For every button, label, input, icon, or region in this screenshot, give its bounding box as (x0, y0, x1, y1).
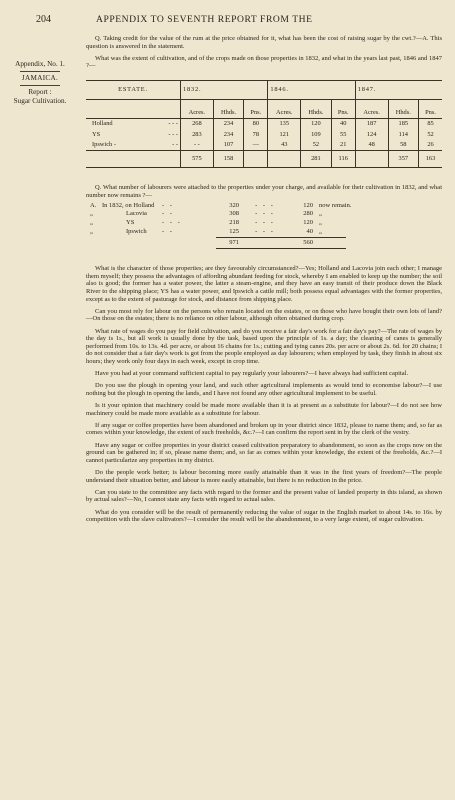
qa-paragraph: What is the character of those properties; are they favourably circumstanced?—Yes; Holland and Lacovia join each other; I manage them myself; they possess the advantages of affording abundant feeding for stock, whereby I am enabled to keep up the number; the soil also is good; the former has a water power, the latter a steam-engine, and they have an easy transit of their produce down the Black River to the shipping place; YS has a water power, and Ipswich a cattle mill; both possess equal advantages with the former properties, except as to the extent of pasturage for stock, and distance from shipping place. (86, 265, 442, 303)
leader-dashes: - - - (255, 210, 275, 218)
list-prefix: „ (90, 227, 93, 235)
col-acres: Acres. (355, 99, 388, 118)
col-pns: Pns. (244, 99, 268, 118)
value-cell: 234 (213, 118, 244, 129)
total-1832: 971 (229, 239, 239, 247)
paragraph: Q. What number of labourers were attached to the properties under your charge, and available for their cultivation in 1832, and what number now remains ?— (86, 184, 442, 199)
list-item (86, 210, 442, 219)
margin-subject: Sugar Cultivation. (13, 97, 67, 105)
estate-table (86, 80, 442, 168)
running-header (36, 14, 441, 28)
list-prefix: „ (90, 218, 93, 226)
list-tail: „ (319, 218, 322, 226)
leader-dashes: - - - (168, 130, 178, 138)
margin-jamaica: JAMAICA. (21, 74, 59, 82)
list-label: YS (126, 218, 135, 226)
count-now: 40 (306, 227, 313, 235)
value-cell: 85 (419, 118, 442, 129)
list-tail: now remain. (319, 201, 352, 209)
value-cell: 185 (388, 118, 419, 129)
qa-paragraph: What do you consider will be the result of permanently reducing the value of sugar in the English market to about 14s. to 16s. by competition with the slave cultivators?—I consider the result will be the abandonment, to a very large extent, of sugar cultivation. (86, 508, 442, 524)
value-cell: 268 (181, 118, 214, 129)
running-title: APPENDIX TO SEVENTH REPORT FROM THE (96, 14, 313, 25)
value-cell: 40 (331, 118, 355, 129)
margin-report: Report : (28, 88, 52, 96)
table-subheader-row (86, 99, 442, 118)
estate-name: Ipswich - (92, 141, 116, 149)
total-cell: 116 (331, 151, 355, 168)
leader-dashes: - - (162, 201, 174, 209)
value-cell: 120 (301, 118, 332, 129)
value-cell: 124 (355, 129, 388, 140)
qa-paragraph: Have any sugar or coffee properties in your district ceased cultivation preparatory to abandonment, so soon as the crops now on the ground can be gathered in; if so, please name them; and, so far as comes within your knowledge, the extent of the freeholds, &c.?—I cannot particularize any properties in my district. (86, 441, 442, 464)
table-header-row (86, 80, 442, 99)
total-cell: 575 (181, 151, 214, 168)
total-cell: 163 (419, 151, 442, 168)
value-cell: 234 (213, 129, 244, 140)
paragraph: Q. Taking credit for the value of the rum at the price obtained for it, what has been the cost of raising sugar by the cwt.?—A. This question is answered in the statement. (86, 35, 442, 50)
value-cell: 52 (419, 129, 442, 140)
qa-paragraph: Can you most rely for labour on the persons who remain located on the estates, or on those who have bought their own lots of land?—On those on the estates; there is no reliance on other labour, although often obtained during crop. (86, 307, 442, 323)
estate-name-cell (86, 118, 181, 129)
header-1847: 1847. (355, 80, 442, 99)
qa-paragraph: If any sugar or coffee properties have been abandoned and broken up in your district since 1832, please to name them; and, so far as comes within your knowledge, the extent of such freeholds, &c.?—I can confirm the report sent in by the clerk of the vestry. (86, 421, 442, 437)
empty-cell (244, 151, 268, 168)
leader-dashes: - - - (255, 201, 275, 209)
estate-name: YS (92, 130, 101, 138)
header-1832: 1832. (181, 80, 268, 99)
value-cell: 80 (244, 118, 268, 129)
count-1832: 125 (229, 227, 239, 235)
margin-rule (20, 71, 60, 72)
value-cell: 107 (213, 140, 244, 151)
value-cell: 52 (301, 140, 332, 151)
count-1832: 320 (229, 201, 239, 209)
value-cell: 109 (301, 129, 332, 140)
leader-dashes: - - - (168, 120, 178, 128)
list-tail: „ (319, 227, 322, 235)
value-cell: 26 (419, 140, 442, 151)
value-cell: 21 (331, 140, 355, 151)
table-row (86, 129, 442, 140)
leader-dashes: - - (162, 227, 174, 235)
value-cell: 187 (355, 118, 388, 129)
total-cell: 357 (388, 151, 419, 168)
col-hhds: Hhds. (388, 99, 419, 118)
sum-rule (216, 248, 346, 249)
header-estate: ESTATE. (86, 80, 181, 99)
list-prefix: „ (90, 210, 93, 218)
list-label: Ipswich (126, 227, 147, 235)
count-now: 280 (303, 210, 313, 218)
leader-dashes: - - - (255, 227, 275, 235)
value-cell: 283 (181, 129, 214, 140)
value-cell: 78 (244, 129, 268, 140)
list-item (86, 201, 442, 210)
total-cell: 281 (301, 151, 332, 168)
total-cell: 158 (213, 151, 244, 168)
value-cell: 135 (268, 118, 301, 129)
leader-dashes: - - (172, 141, 178, 149)
count-now: 120 (303, 218, 313, 226)
qa-paragraph: Do you use the plough in opening your land, and such other agricultural implements as would tend to economise labour?—I use nothing but the plough in opening the lands, and I have not found any other agricultural implement to be useful. (86, 382, 442, 397)
col-acres: Acres. (181, 99, 214, 118)
qa-paragraph: Is it your opinion that machinery could be made more available than it is at present as a substitute for labour?—I do not see how machinery could be made more available as a substitute for labour. (86, 402, 442, 417)
leader-dashes: - - - (162, 218, 182, 226)
value-cell: — (244, 140, 268, 151)
table-row (86, 118, 442, 129)
col-acres: Acres. (268, 99, 301, 118)
value-cell: 48 (355, 140, 388, 151)
table-totals-row (86, 151, 442, 168)
col-pns: Pns. (331, 99, 355, 118)
leader-dashes: - - (162, 210, 174, 218)
value-cell: 114 (388, 129, 419, 140)
value-cell: - - (181, 140, 214, 151)
leader-dashes: - - - (255, 218, 275, 226)
empty-cell (86, 99, 181, 118)
labourers-list (86, 201, 442, 249)
col-hhds: Hhds. (301, 99, 332, 118)
estate-name-cell (86, 140, 181, 151)
margin-note (6, 60, 74, 106)
empty-cell (355, 151, 388, 168)
list-tail: „ (319, 210, 322, 218)
value-cell: 43 (268, 140, 301, 151)
estate-name-cell (86, 129, 181, 140)
count-now: 120 (303, 201, 313, 209)
estate-name: Holland (92, 120, 113, 128)
table-row (86, 140, 442, 151)
qa-paragraph: Do the people work better; is labour becoming more easily attainable than it was in the first years of freedom?—The people understand their situation better, and labour is more easily attainable, but there is no reduction in the price. (86, 469, 442, 484)
sum-rule (216, 237, 346, 238)
paragraph: What was the extent of cultivation, and of the crops made on those properties in 1832, and what in the years last past, 1846 and 1847 ?— (86, 54, 442, 70)
count-1832: 308 (229, 210, 239, 218)
margin-appendix: Appendix, No. 1. (15, 60, 65, 68)
list-item (86, 227, 442, 236)
list-prefix: A. (90, 201, 97, 209)
qa-paragraph: Can you state to the committee any facts with regard to the former and the present value of landed property in this island, as shown by actual sales?—No, I cannot state any facts with regard to actual sales. (86, 488, 442, 504)
empty-cell (268, 151, 301, 168)
total-now: 560 (303, 239, 313, 247)
value-cell: 121 (268, 129, 301, 140)
list-label: Lacovia (126, 210, 147, 218)
col-hhds: Hhds. (213, 99, 244, 118)
col-pns: Pns. (419, 99, 442, 118)
header-1846: 1846. (268, 80, 355, 99)
value-cell: 58 (388, 140, 419, 151)
empty-cell (86, 151, 181, 168)
list-label: In 1832, on Holland (102, 201, 155, 209)
list-item (86, 218, 442, 227)
qa-paragraph: Have you had at your command sufficient capital to pay regularly your labourers?—I have always had sufficient capital. (95, 370, 409, 378)
margin-rule (20, 85, 60, 86)
labourers-total (86, 239, 442, 248)
page-number: 204 (36, 14, 51, 25)
qa-paragraph: What rate of wages do you pay for field cultivation, and do you receive a fair day's work for a fair day's pay?—The rate of wages by the day is 1s., but all work is usually done by the task, based upon the principle of 1s. a day; the cleaning of canes is generally performed from 10s. to 13s. 4d. per acre, or about 16 chains for 1s.; cutting and tying canes 20s. per acre or about 2s. 6d. for 20 chains; I do not consider that a fair day's work is got from the people employed as day labourers; when employed by task, they finish in about six hours; they work only four days in each week, except in crop time. (86, 327, 442, 365)
count-1832: 218 (229, 218, 239, 226)
value-cell: 55 (331, 129, 355, 140)
body-text (86, 35, 442, 528)
